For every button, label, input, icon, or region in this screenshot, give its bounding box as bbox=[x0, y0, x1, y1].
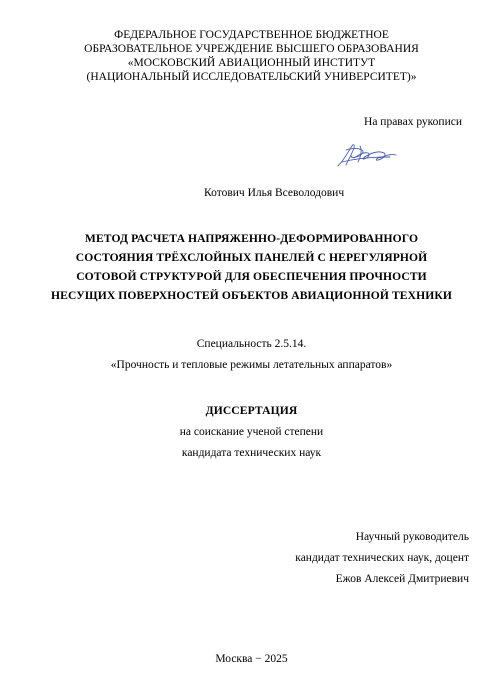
supervisor-role: Научный руководитель bbox=[355, 531, 469, 543]
title-line-3: СОТОВОЙ СТРУКТУРОЙ ДЛЯ ОБЕСПЕЧЕНИЯ ПРОЧНОСТИ bbox=[76, 270, 427, 283]
institution-line-4: (НАЦИОНАЛЬНЫЙ ИССЛЕДОВАТЕЛЬСКИЙ УНИВЕРСИТЕТ)» bbox=[86, 71, 417, 83]
author-name: Котович Илья Всеволодович bbox=[204, 187, 345, 199]
city-year: Москва − 2025 bbox=[215, 653, 288, 665]
institution-line-3: «МОСКОВСКИЙ АВИАЦИОННЫЙ ИНСТИТУТ bbox=[127, 57, 376, 69]
specialty-name: «Прочность и тепловые режимы летательных аппаратов» bbox=[110, 359, 393, 371]
degree-line-1: на соискание ученой степени bbox=[179, 426, 324, 438]
supervisor-name: Ежов Алексей Дмитриевич bbox=[335, 573, 469, 585]
institution-line-2: ОБРАЗОВАТЕЛЬНОЕ УЧРЕЖДЕНИЕ ВЫСШЕГО ОБРАЗОВАНИЯ bbox=[84, 43, 419, 55]
title-line-2: СОСТОЯНИЯ ТРЁХСЛОЙНЫХ ПАНЕЛЕЙ С НЕРЕГУЛЯРНОЙ bbox=[75, 251, 428, 264]
institution-line-1: ФЕДЕРАЛЬНОЕ ГОСУДАРСТВЕННОЕ БЮДЖЕТНОЕ bbox=[114, 29, 389, 41]
title-line-1: МЕТОД РАСЧЕТА НАПРЯЖЕННО-ДЕФОРМИРОВАННОГО bbox=[84, 232, 419, 245]
supervisor-degree: кандидат технических наук, доцент bbox=[295, 552, 469, 564]
dissertation-heading: ДИССЕРТАЦИЯ bbox=[205, 404, 298, 417]
title-line-4: НЕСУЩИХ ПОВЕРХНОСТЕЙ ОБЪЕКТОВ АВИАЦИОННОЙ ТЕХНИКИ bbox=[51, 289, 452, 302]
signature-image bbox=[334, 140, 398, 170]
manuscript-note: На правах рукописи bbox=[364, 116, 462, 128]
degree-line-2: кандидата технических наук bbox=[181, 447, 322, 459]
specialty-code: Специальность 2.5.14. bbox=[196, 338, 307, 350]
